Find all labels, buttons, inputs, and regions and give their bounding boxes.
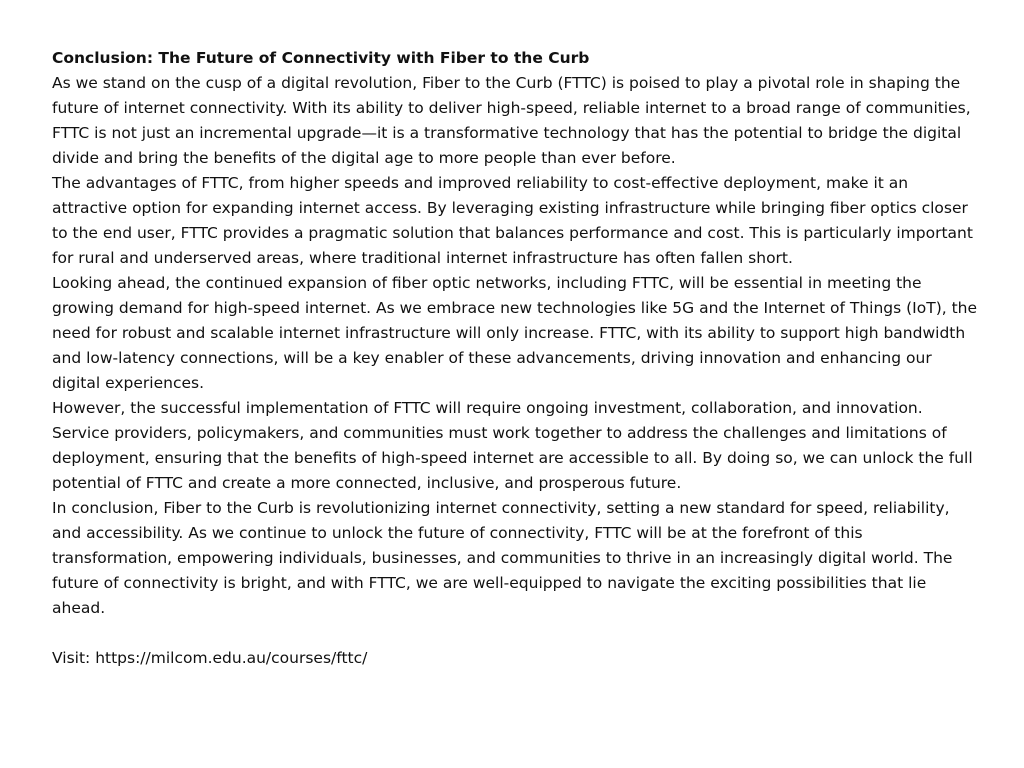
paragraph-intro: As we stand on the cusp of a digital revolution, Fiber to the Curb (FTTC) is poised to play a pivotal role in shaping the future of internet connectivity. With its ability to deliver high-speed, reliable internet to a broad range of communities, FTTC is not just an incremental upgrade—it is a transformative technology that has the potential to bridge the digital divide and bring the benefits of the digital age to more people than ever before. — [52, 74, 971, 167]
paragraph-advantages: The advantages of FTTC, from higher speeds and improved reliability to cost-effective deployment, make it an attractive option for expanding internet access. By leveraging existing infrastructure while bringing fiber optics closer to the end user, FTTC provides a pragmatic solution that balances performance and cost. This is particularly important for rural and underserved areas, where traditional internet infrastructure has often fallen short. — [52, 174, 973, 267]
document-title: Conclusion: The Future of Connectivity with Fiber to the Curb — [52, 49, 590, 67]
paragraph-conclusion: In conclusion, Fiber to the Curb is revolutionizing internet connectivity, setting a new standard for speed, reliability, and accessibility. As we continue to unlock the future of connectivity, FTTC will be at the forefront of this transformation, empowering individuals, businesses, and communities to thrive in an increasingly digital world. The future of connectivity is bright, and with FTTC, we are well-equipped to navigate the exciting possibilities that lie ahead. — [52, 499, 953, 617]
visit-line — [52, 646, 982, 671]
paragraph-looking-ahead: Looking ahead, the continued expansion of fiber optic networks, including FTTC, will be essential in meeting the growing demand for high-speed internet. As we embrace new technologies like 5G and the Internet of Things (IoT), the need for robust and scalable internet infrastructure will only increase. FTTC, with its ability to support high bandwidth and low-latency connections, will be a key enabler of these advancements, driving innovation and enhancing our digital experiences. — [52, 274, 978, 392]
visit-label: Visit: — [52, 649, 96, 667]
visit-link[interactable]: https://milcom.edu.au/courses/fttc/ — [95, 649, 368, 667]
paragraph-implementation: However, the successful implementation of FTTC will require ongoing investment, collaboration, and innovation. Service providers, policymakers, and communities must work together to address the challenges and limitations of deployment, ensuring that the benefits of high-speed internet are accessible to all. By doing so, we can unlock the full potential of FTTC and create a more connected, inclusive, and prosperous future. — [52, 399, 973, 492]
document-body — [52, 46, 982, 671]
blank-line — [52, 621, 982, 646]
